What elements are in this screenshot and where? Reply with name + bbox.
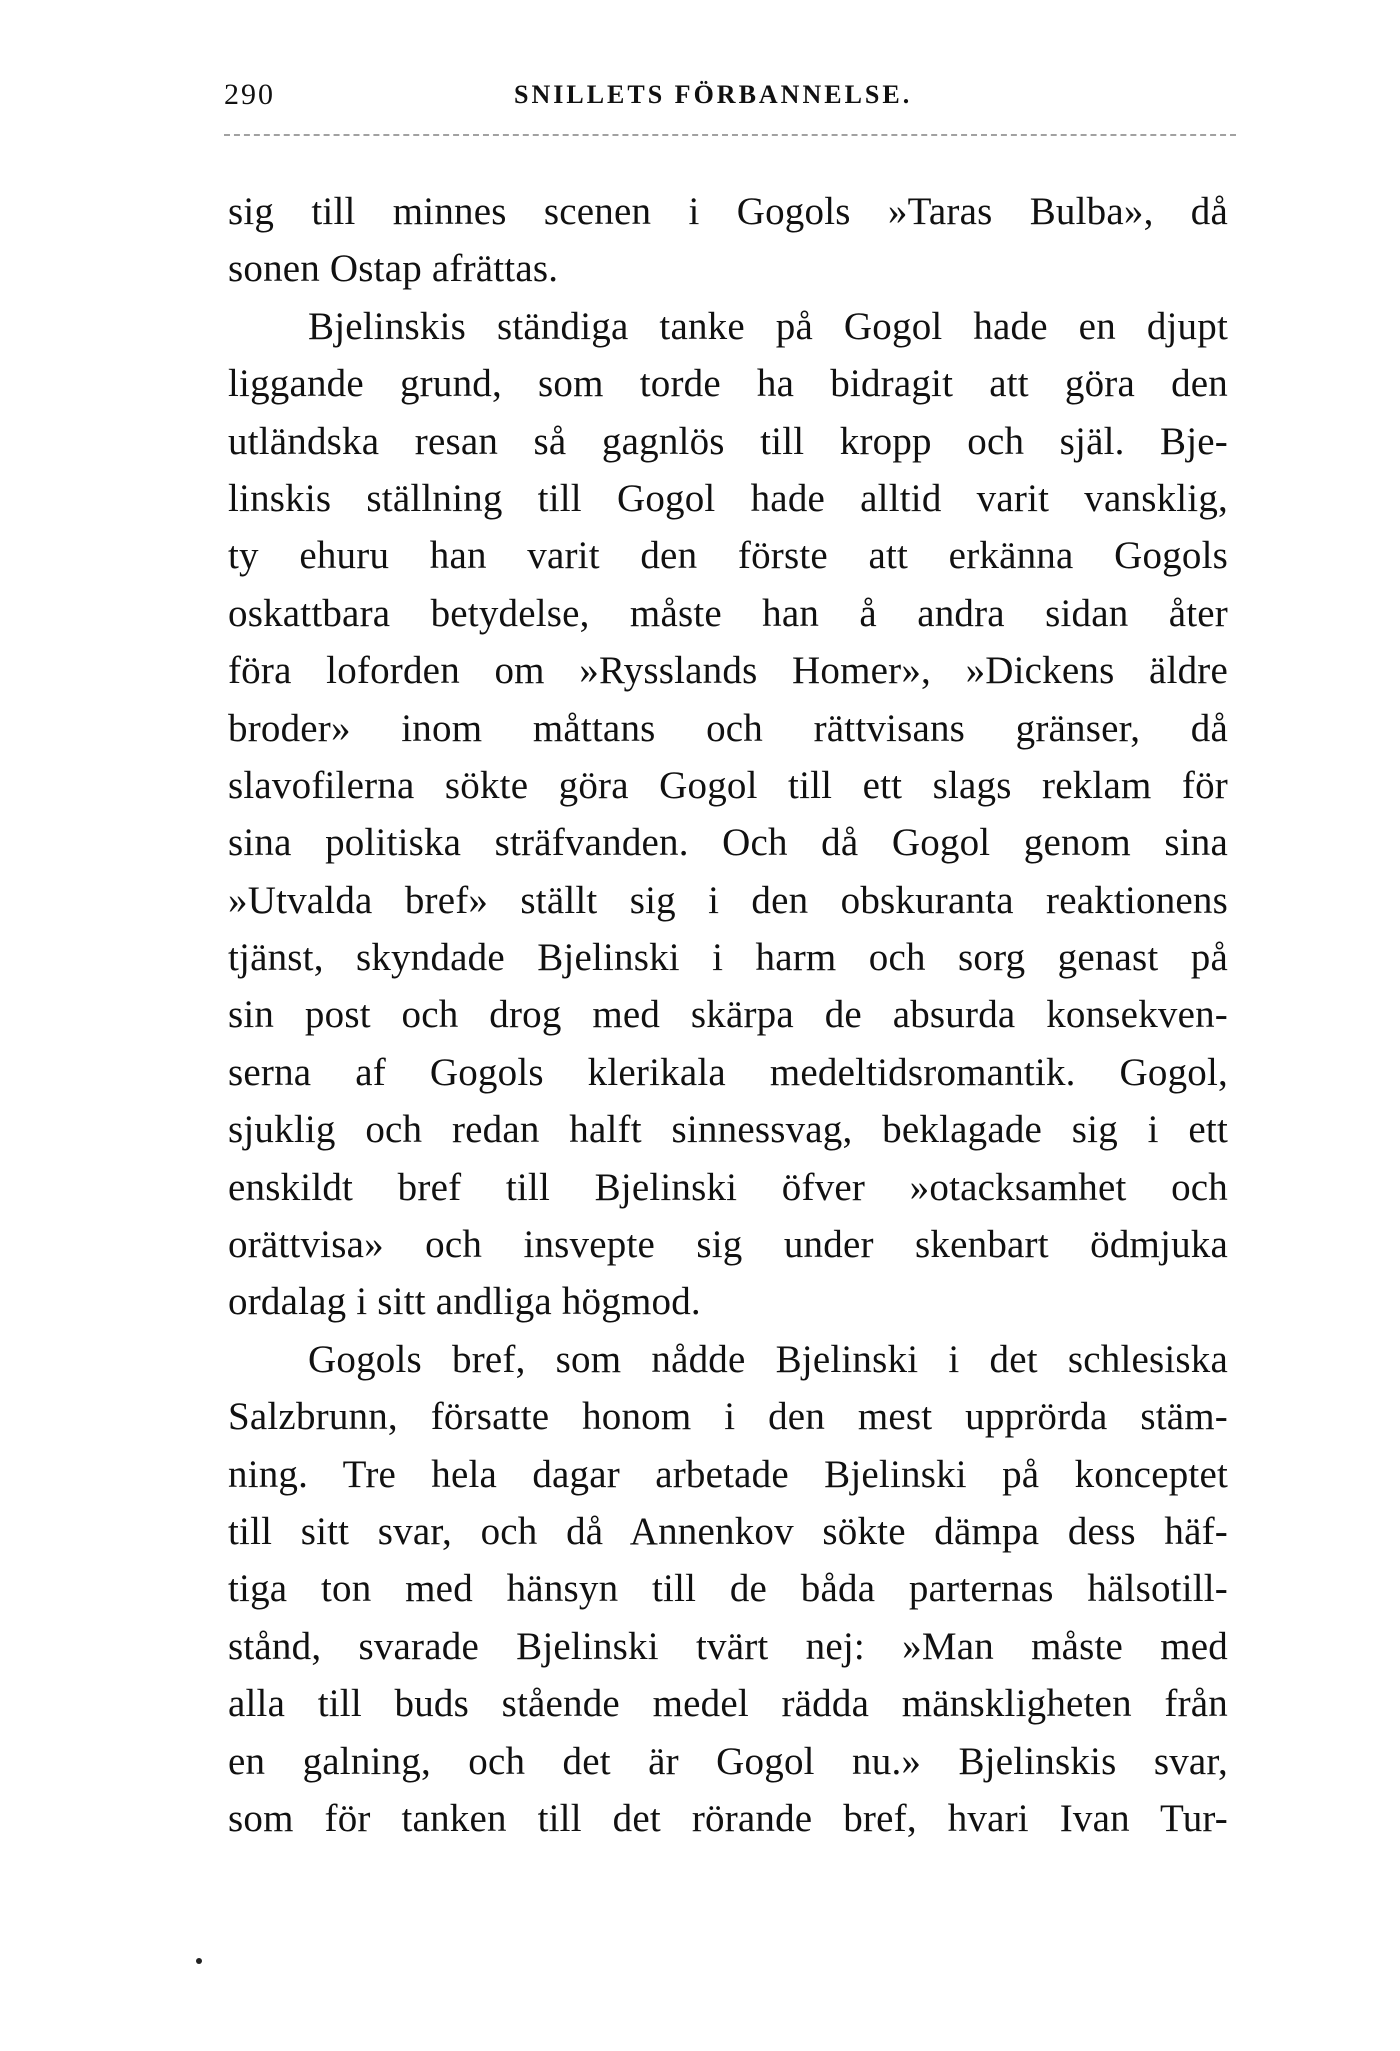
text-line: serna af Gogols klerikala medeltidsromantik. Gogol,	[228, 1050, 1228, 1094]
text-line: till sitt svar, och då Annenkov sökte dämpa dess häf-	[228, 1509, 1228, 1553]
text-line: som för tanken till det rörande bref, hvari Ivan Tur-	[228, 1796, 1228, 1840]
page-header	[224, 78, 1236, 118]
text-line: Bjelinskis ständiga tanke på Gogol hade en djupt	[308, 304, 1228, 348]
text-line: tjänst, skyndade Bjelinski i harm och sorg genast på	[228, 936, 1228, 980]
text-line: föra loforden om »Rysslands Homer», »Dickens äldre	[228, 649, 1228, 693]
text-line: sin post och drog med skärpa de absurda konsekven-	[228, 993, 1228, 1037]
text-line: ning. Tre hela dagar arbetade Bjelinski på konceptet	[228, 1452, 1228, 1496]
text-line: Salzbrunn, försatte honom i den mest upprörda stäm-	[228, 1395, 1228, 1439]
text-line: sjuklig och redan halft sinnessvag, beklagade sig i ett	[228, 1108, 1228, 1152]
text-line: ty ehuru han varit den förste att erkänna Gogols	[228, 534, 1228, 578]
page-number: 290	[224, 78, 275, 111]
text-line: en galning, och det är Gogol nu.» Bjelinskis svar,	[228, 1739, 1228, 1783]
text-line: linskis ställning till Gogol hade alltid varit vansklig,	[228, 476, 1228, 520]
text-line: liggande grund, som torde ha bidragit att göra den	[228, 362, 1228, 406]
header-rule	[224, 134, 1236, 136]
text-line: enskildt bref till Bjelinski öfver »otacksamhet och	[228, 1165, 1228, 1209]
text-line: sig till minnes scenen i Gogols »Taras Bulba», då	[228, 190, 1228, 233]
text-line: »Utvalda bref» ställt sig i den obskuranta reaktionens	[228, 878, 1228, 922]
running-head: SNILLETS FÖRBANNELSE.	[514, 80, 913, 109]
text-line: tiga ton med hänsyn till de båda parternas hälsotill-	[228, 1567, 1228, 1611]
text-line: Gogols bref, som nådde Bjelinski i det schlesiska	[308, 1337, 1228, 1381]
text-line: ordalag i sitt andliga högmod.	[228, 1280, 701, 1324]
text-line: broder» inom måttans och rättvisans gränser, då	[228, 706, 1228, 750]
text-line: stånd, svarade Bjelinski tvärt nej: »Man måste med	[228, 1624, 1228, 1668]
text-line: sonen Ostap afrättas.	[228, 247, 559, 291]
text-line: oskattbara betydelse, måste han å andra sidan åter	[228, 591, 1228, 635]
body-text	[228, 183, 1228, 1847]
ink-speck	[196, 1958, 202, 1964]
text-line: alla till buds stående medel rädda mänskligheten från	[228, 1682, 1228, 1726]
text-line: orättvisa» och insvepte sig under skenbart ödmjuka	[228, 1223, 1228, 1267]
text-line: slavofilerna sökte göra Gogol till ett slags reklam för	[228, 763, 1228, 807]
text-line: utländska resan så gagnlös till kropp och själ. Bje-	[228, 419, 1228, 463]
text-line: sina politiska sträfvanden. Och då Gogol genom sina	[228, 821, 1228, 865]
